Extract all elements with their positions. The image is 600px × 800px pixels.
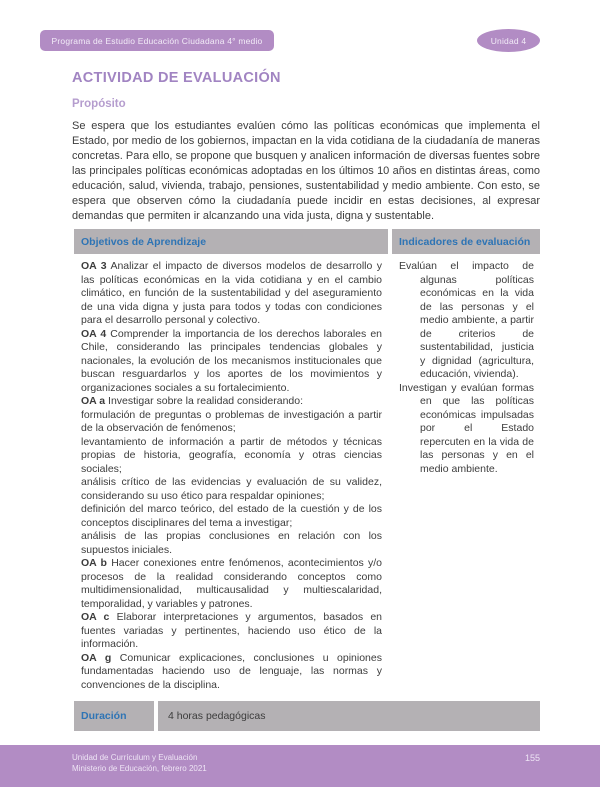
objetivo-item: formulación de preguntas o problemas de investigación a partir de la observación de fenómenos; <box>81 408 382 434</box>
objetivo-item: OA b Hacer conexiones entre fenómenos, acontecimientos y/o procesos de la realidad considerando conceptos como multidimensionalidad, multicausalidad y multiescalaridad, temporalidad, y variables y patrones. <box>81 557 382 610</box>
duration-label: Duración <box>74 701 154 731</box>
page-footer <box>0 745 600 787</box>
column-header-indicadores: Indicadores de evaluación <box>392 229 540 254</box>
objetivo-item: levantamiento de información a partir de métodos y técnicas propias de historia, geografía, economía y otras ciencias sociales; <box>81 435 382 475</box>
footer-line1: Unidad de Currículum y Evaluación <box>72 753 198 762</box>
page-number: 155 <box>524 753 540 763</box>
objetivo-item: definición del marco teórico, del estado de la cuestión y de los conceptos disciplinares del tema a investigar; <box>81 503 382 529</box>
footer-credits <box>72 752 207 774</box>
objetivo-item: OA 3 Analizar el impacto de diversos modelos de desarrollo y las políticas económicas en la vida cotidiana y en el cambio climático, en función de la sustentabilidad y del aseguramiento de una vida digna y justa para todos y todas con condiciones para el desarrollo personal y colectivo. <box>81 260 382 326</box>
unit-badge: Unidad 4 <box>477 29 540 52</box>
objetivo-item: análisis crítico de las evidencias y evaluación de su validez, considerando su uso ético para respaldar opiniones; <box>81 476 382 502</box>
objetivo-item: OA a Investigar sobre la realidad considerando: <box>81 395 303 407</box>
objetivo-item: OA c Elaborar interpretaciones y argumentos, basados en fuentes variadas y pertinentes, haciendo uso ético de la información. <box>81 611 382 650</box>
indicador-item: Evalúan el impacto de algunas políticas económicas en la vida de las personas y el medio ambiente, a partir de criterios de sustentabilidad, justicia y dignidad (agricultura, educación, vivienda). <box>399 260 534 380</box>
indicadores-cell <box>392 256 540 698</box>
objetivo-item: OA 4 Comprender la importancia de los derechos laborales en Chile, considerando las principales tendencias globales y nacionales, la evolución de los mecanismos institucionales que buscan resguardarlos y los aportes de los movimientos y organizaciones sociales a su fortalecimiento. <box>81 327 382 394</box>
table-body-row <box>74 256 540 698</box>
duration-row <box>74 701 540 731</box>
indicador-item: Investigan y evalúan formas en que las políticas económicas impulsadas por el Estado repercuten en la vida de las personas y en el medio ambiente. <box>399 381 534 475</box>
objetivo-item: OA g Comunicar explicaciones, conclusiones u opiniones fundamentadas haciendo uso de lenguaje, las normas y convenciones de la disciplina. <box>81 651 382 691</box>
evaluation-table <box>74 229 540 731</box>
footer-line2: Ministerio de Educación, febrero 2021 <box>72 764 207 773</box>
column-header-objetivos: Objetivos de Aprendizaje <box>74 229 388 254</box>
page-title: ACTIVIDAD DE EVALUACIÓN <box>72 70 281 86</box>
table-header-row <box>74 229 540 256</box>
duration-value: 4 horas pedagógicas <box>158 701 540 731</box>
objetivo-item: análisis de las propias conclusiones en relación con los supuestos iniciales. <box>81 530 382 556</box>
objetivos-cell <box>74 256 388 698</box>
intro-paragraph: Se espera que los estudiantes evalúen cómo las políticas económicas que implementa el Estado, por medio de los gobiernos, impactan en la vida cotidiana de la ciudadanía de maneras concretas. Para ello, se propone que busquen y analicen información de diversas fuentes sobre las principales políticas económicas adoptadas en los últimos 10 años en distintas áreas, como educación, salud, vivienda, trabajo, pensiones, sustentabilidad y medio ambiente. Con esto, se espera que observen cómo la ciudadanía puede incidir en estas decisiones, al expresar demandas que permiten ir alcanzando una vida justa, digna y sustentable. <box>72 120 540 222</box>
section-subtitle: Propósito <box>72 98 126 110</box>
program-badge: Programa de Estudio Educación Ciudadana 4° medio <box>40 30 274 51</box>
